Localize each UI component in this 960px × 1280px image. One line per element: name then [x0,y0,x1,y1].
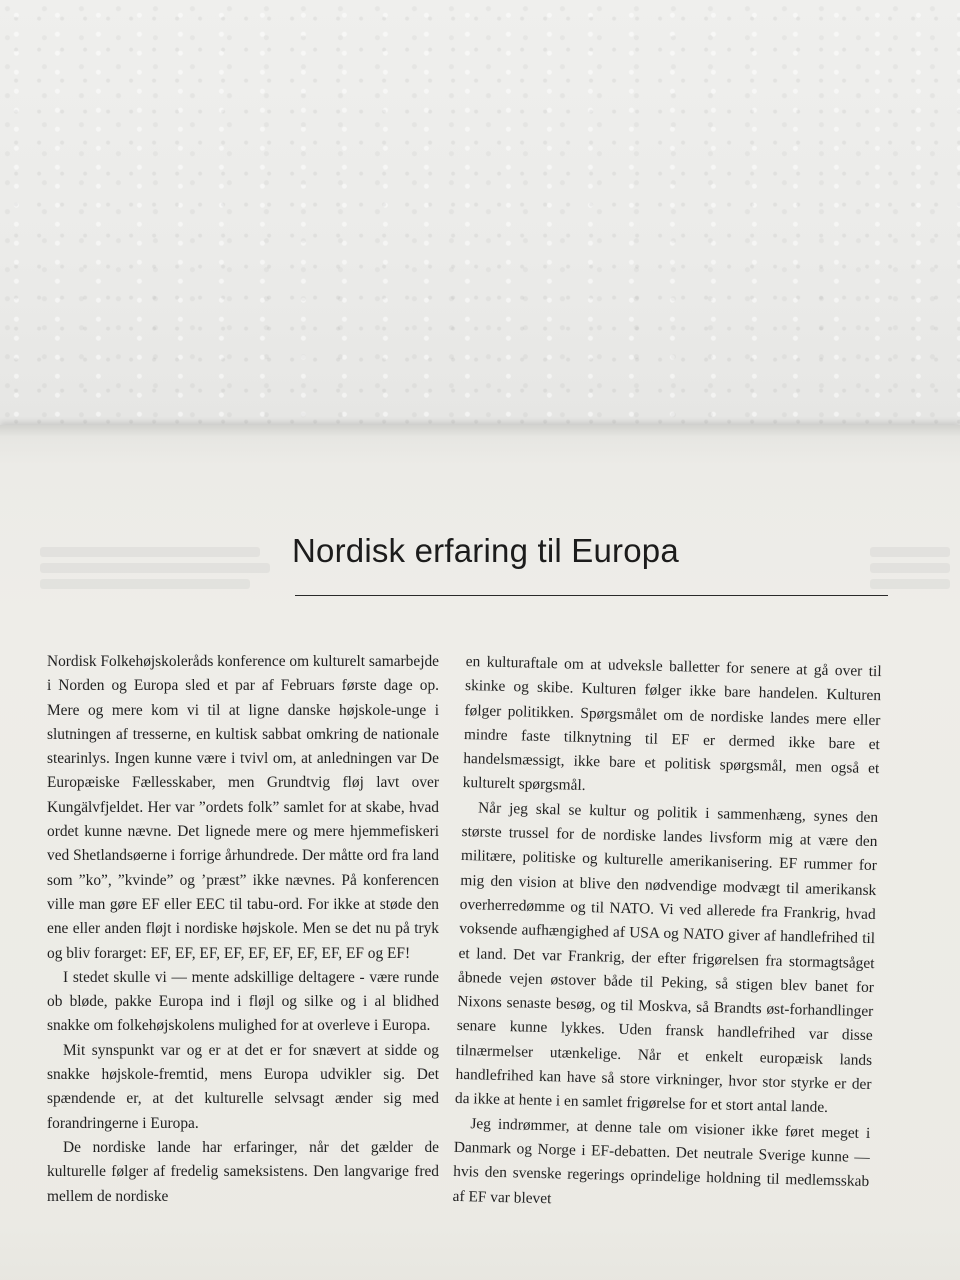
bottom-shading [0,1220,960,1280]
paragraph: Nordisk Folkehøjskoleråds konference om kulturelt samarbejde i Norden og Europa sled et par af Februars første dage op. Mere og mere kom vi til at ligne danske højskole-unge i slutningen af tresserne, en kultisk sabbat omkring de nationale stearinlys. Ingen kunne være i tvivl om, at anledningen var De Europæiske Fællesskaber, men Grundtvig fløj lavt over Kungälvfjeldet. Her var ”ordets folk” samlet for at skabe, hvad ordet kunne nævne. Det lignede mere og mere hjemmefiskeri ved Shetlandsøerne i forrige århundrede. Der måtte ord fra land som ”ko”, ”kvinde” og ’præst” ikke nævnes. På konferencen ville man gøre EF eller EEC til tabu-ord. For ikke at støde den ene eller anden fløjt i nordiske højskole. Men se det nu på tryk og bliv forarget: EF, EF, EF, EF, EF, EF, EF, EF, EF og EF! [47,653,439,962]
wall-background [0,0,960,425]
paragraph: Mit synspunkt var og er at det er for snævert at sidde og snakke højskole-fremtid, mens Europa udvikler sig. Det spændende er, at det kulturelle selvsagt ænder sig med forandringerne i Europa. [47,1041,439,1132]
paragraph: en kulturaftale om at udveksle balletter for senere at gå over til skinke og skibe. Kulturen følger ikke bare handelen. Kulturen følger politikken. Spørgsmålet om de nordiske landes mere eller mindre faste tilknytning til EF er dermed ikke bare et handelsmæssigt, ikke bare et politisk spørgsmål, men også et kulturelt spørgsmål. [462,652,882,795]
paragraph: Når jeg skal se kultur og politik i sammenhæng, synes den største trussel for de nordiske landes livsform mig at være den militære, politiske og kulturelle amerikanisering. EF rummer for mig den vision at blive den nødvendige modvægt til amerikansk overherredømme og til NATO. Vi ved allerede fra Frankrig, hvad voksende aufhængighed af USA og NATO giver af handlefrihed til et land. Det var Frankrig, der efter frigørelsen fra stormagtsåget åbnede vejen østover både til Peking, så stigen blev banet for Nixons senaste besøg, og til Moskva, så Brandts øst-forhandlinger senare kunne lykkes. Uden fransk handlefrihed var disse tilnærmelser utænkelige. Når et enkelt europæisk lands handlefrihed kan have så store virkninger, hvor stor styrke er der da ikke at hente i en samlet frigørelse for et stort antal lande. [454,799,879,1117]
right-column [452,650,882,1219]
left-column [47,650,439,1209]
book-page [0,425,960,1280]
paragraph: I stedet skulle vi — mente adskillige deltagere - være runde ob bløde, pakke Europa ind i fløjl og silke og i al blidhed snakke om folkehøjskolens mulighed for at overleve i Europa. [47,968,439,1035]
paragraph: De nordiske lande har erfaringer, når det gælder de kulturelle følger af fredelig sameksistens. Den langvarige fred mellem de nordiske [47,1138,439,1205]
title-rule [295,595,888,596]
page-edge-shadow [0,425,960,437]
article-title: Nordisk erfaring til Europa [292,532,679,569]
paragraph: Jeg indrømmer, at denne tale om visioner ikke føret meget i Danmark og Norge i EF-debatten. Det neutrale Sverige kunne — hvis den svenske regerings oprindelige holdning til medlemsskab af EF var blevet [452,1114,871,1207]
